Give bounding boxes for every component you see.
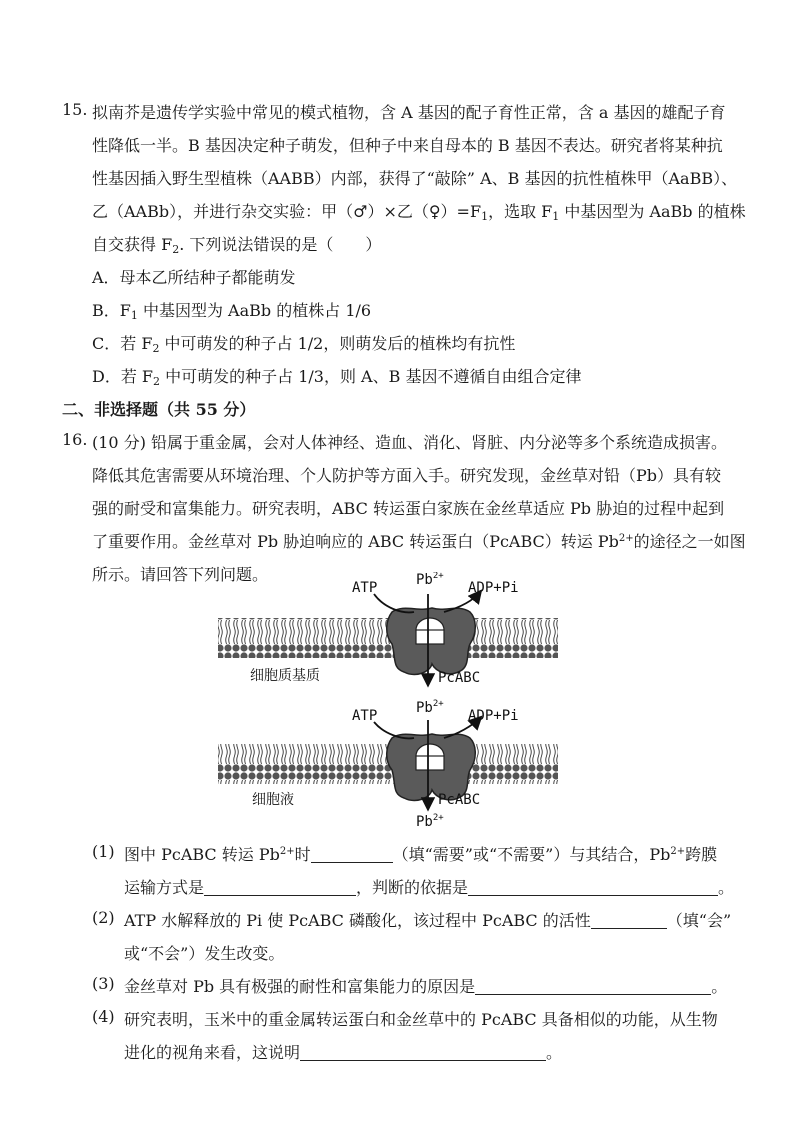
- pcabc-protein-top: [387, 608, 476, 674]
- q16-sub1-c: （填“需要”或“不需要”）与其结合，Pb: [392, 845, 671, 864]
- q15-option-d-post: 中可萌发的种子占 1/3，则 A、B 基因不遵循自由组合定律: [160, 367, 582, 386]
- pb-label-bottom: [416, 699, 444, 716]
- pb-label-top: [416, 572, 444, 588]
- q15-option-b: [92, 298, 371, 322]
- q16-line-5: 所示。请回答下列问题。: [92, 565, 269, 584]
- q15-f1-sub-2: 1: [552, 210, 560, 223]
- q16-line-1: (10 分) 铅属于重金属，会对人体神经、造血、消化、肾脏、内分泌等多个系统造成损害。: [92, 433, 728, 452]
- pb-out-label: [416, 813, 444, 830]
- q16-sub2-line1: [124, 908, 731, 931]
- pb-sup-top: 2+: [432, 572, 444, 581]
- atp-label-top: ATP: [352, 580, 378, 596]
- q16-sub1-e: 运输方式是: [124, 878, 205, 897]
- q16-sub1-d: 跨膜: [685, 845, 718, 864]
- answer-blank-5[interactable]: [475, 978, 711, 995]
- q15-option-d-sub: 2: [153, 375, 161, 388]
- q16-sub2-a: ATP 水解释放的 Pi 使 PcABC 磷酸化，该过程中 PcABC 的活性: [124, 911, 591, 930]
- q16-sub1-line2: [124, 875, 734, 898]
- q15-line-4-d: 中基因型为 AaBb 的植株: [559, 202, 746, 221]
- q16-line-4: [92, 529, 746, 552]
- answer-blank-2[interactable]: [204, 879, 356, 896]
- pb-out-sup: 2+: [432, 813, 444, 823]
- q16-sub3-b: 。: [711, 977, 728, 996]
- q16-sub1-c-sup: 2+: [670, 846, 686, 857]
- q16-line-2: 降低其危害需要从环境治理、个人防护等方面入手。研究发现，金丝草对铅（Pb）具有较: [92, 466, 722, 485]
- q15-line-2: 性降低一半。B 基因决定种子萌发，但种子中来自母本的 B 基因不表达。研究者将某种抗: [92, 136, 723, 155]
- q15-f2-sub: 2: [172, 243, 180, 256]
- q15-line-3: 性基因插入野生型植株（AABB）内部，获得了“敲除” A、B 基因的抗性植株甲（AaBB）、: [92, 169, 738, 188]
- cytoplasm-label: 细胞质基质: [250, 668, 320, 684]
- q15-option-c-post: 中可萌发的种子占 1/2，则萌发后的植株均有抗性: [159, 334, 516, 353]
- pb-sup-bottom: 2+: [432, 699, 444, 709]
- q16-sub2-b: （填“会”: [666, 911, 732, 930]
- pcabc-label-bottom: PcABC: [438, 792, 481, 808]
- q16-sub1-line1: [124, 842, 717, 865]
- q15-line-5-tail: . 下列说法错误的是（ ）: [179, 235, 382, 254]
- q16-line-3: 强的耐受和富集能力。研究表明，ABC 转运蛋白家族在金丝草适应 Pb 胁迫的过程中起到: [92, 499, 725, 518]
- q16-sub2-line2: 或“不会”）发生改变。: [124, 944, 285, 963]
- q16-sub1-number: (1): [92, 842, 115, 861]
- pcabc-diagram: [0, 572, 800, 832]
- q15-option-c-pre: C．若 F: [92, 334, 153, 353]
- q15-option-d-pre: D．若 F: [92, 367, 154, 386]
- pb-text-top: Pb: [416, 572, 433, 588]
- q15-option-c-sub: 2: [152, 342, 160, 355]
- q15-option-a: A．母本乙所结种子都能萌发: [92, 268, 296, 287]
- q16-line-4-pre: 了重要作用。金丝草对 Pb 胁迫响应的 ABC 转运蛋白（PcABC）转运 Pb: [92, 532, 619, 551]
- q16-sub3-a: 金丝草对 Pb 具有极强的耐性和富集能力的原因是: [124, 977, 476, 996]
- answer-blank-3[interactable]: [468, 879, 718, 896]
- q15-option-b-post: 中基因型为 AaBb 的植株占 1/6: [137, 301, 372, 320]
- q16-sub1-f: ，判断的依据是: [356, 878, 469, 897]
- q16-sub4-c: 。: [546, 1043, 563, 1062]
- adp-label-bottom: ADP+Pi: [468, 708, 519, 724]
- q16-sub1-b: 时: [294, 845, 311, 864]
- vacuole-label: 细胞液: [252, 792, 294, 808]
- q16-sub4-number: (4): [92, 1007, 115, 1026]
- q15-option-c: [92, 331, 515, 355]
- q16-number: 16.: [62, 430, 88, 449]
- q15-option-b-sub: 1: [130, 309, 138, 322]
- q15-line-4-b: ，选取 F: [488, 202, 553, 221]
- q16-line-4-post: 的途径之一如图: [633, 532, 746, 551]
- q15-option-b-pre: B．F: [92, 301, 131, 320]
- pcabc-label-top: PcABC: [438, 670, 481, 686]
- q15-number: 15.: [62, 100, 88, 119]
- q16-sub4-line1: 研究表明，玉米中的重金属转运蛋白和金丝草中的 PcABC 具备相似的功能，从生物: [124, 1010, 718, 1029]
- adp-label-top: ADP+Pi: [468, 580, 519, 596]
- q16-sub3-number: (3): [92, 974, 115, 993]
- pb-out-text: Pb: [416, 814, 433, 830]
- q16-sub4-b: 进化的视角来看，这说明: [124, 1043, 301, 1062]
- q16-sub1-a-sup: 2+: [279, 846, 295, 857]
- q16-sub1-a: 图中 PcABC 转运 Pb: [124, 845, 280, 864]
- pb-text-bottom: Pb: [416, 700, 433, 716]
- q15-line-5: [92, 232, 381, 256]
- q16-sub3-line: [124, 974, 727, 997]
- q15-f1-sub: 1: [481, 210, 489, 223]
- q15-line-5-text: 自交获得 F: [92, 235, 173, 254]
- atp-label-bottom: ATP: [352, 708, 378, 724]
- q16-sub4-line2: [124, 1040, 562, 1063]
- q16-line-4-sup: 2+: [618, 533, 634, 544]
- q15-line-4-text: 乙（AABb），并进行杂交实验：甲（♂）×乙（♀）=F: [92, 202, 482, 221]
- q15-option-d: [92, 364, 581, 388]
- q16-sub1-g: 。: [718, 878, 735, 897]
- answer-blank-4[interactable]: [591, 912, 667, 929]
- q15-line-4: [92, 199, 746, 223]
- pcabc-protein-bottom: [387, 734, 476, 800]
- answer-blank-1[interactable]: [311, 846, 393, 863]
- answer-blank-6[interactable]: [300, 1044, 546, 1061]
- q15-line-1: 拟南芥是遗传学实验中常见的模式植物，含 A 基因的配子育性正常，含 a 基因的雄配子育: [92, 103, 726, 122]
- section-2-title: 二、非选择题（共 55 分）: [62, 400, 256, 419]
- q16-sub2-number: (2): [92, 908, 115, 927]
